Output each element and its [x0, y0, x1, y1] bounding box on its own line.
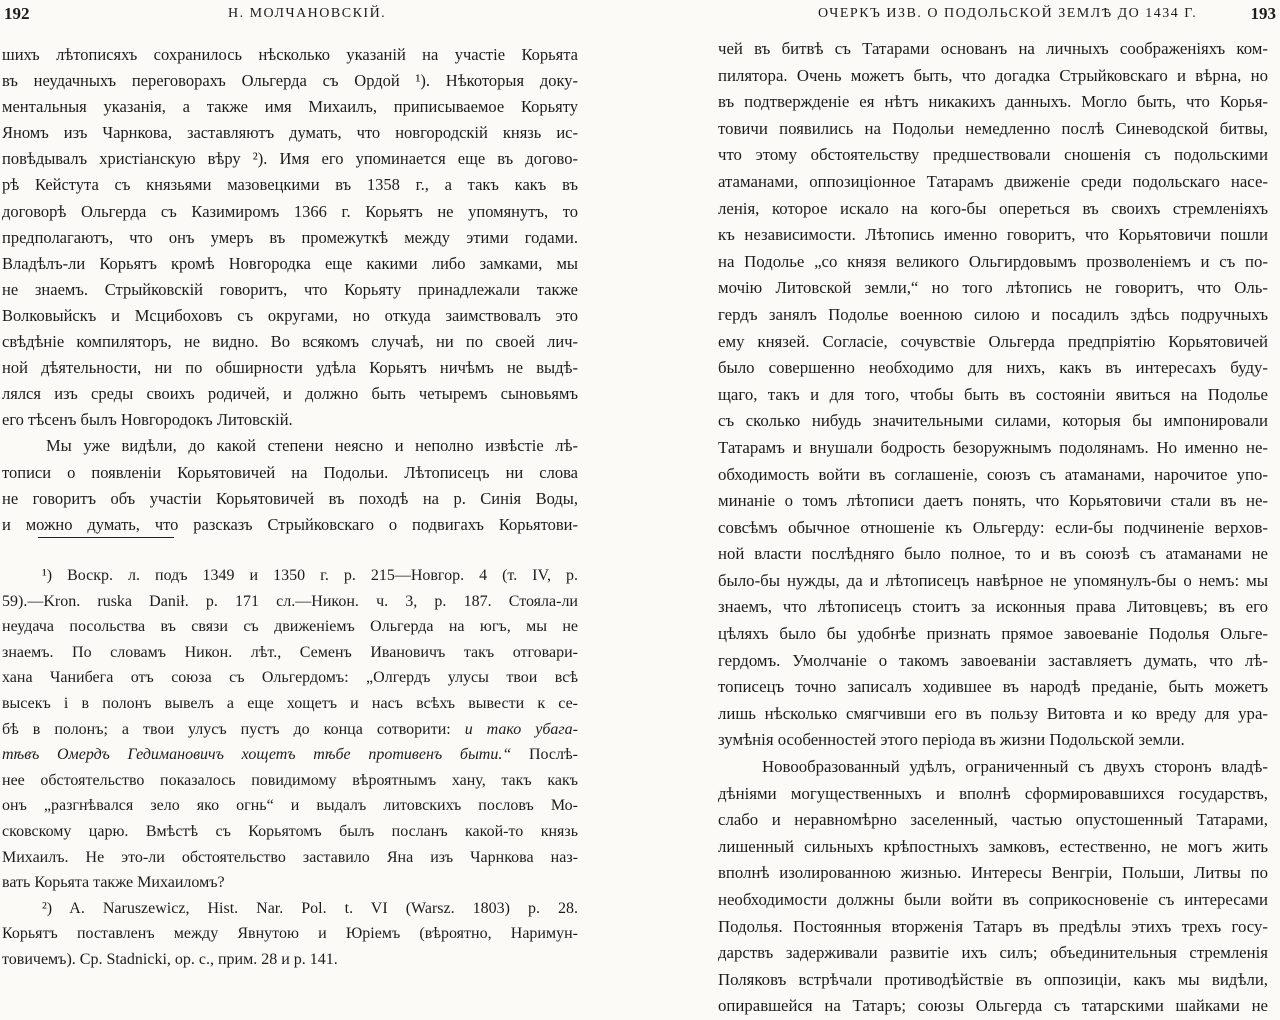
text-line: лишенный сильныхъ крѣпостныхъ замковъ, естественно, не могъ жить: [718, 836, 1268, 856]
text-line: не знаемъ. Стрыйковскій говоритъ, что Корьяту принадлежали также: [2, 279, 578, 299]
text-line: лялся изъ среды своихъ родичей, и должно быть четыремъ сыновьямъ: [2, 384, 578, 404]
text-line: опиравшейся на Татаръ; союзы Ольгерда съ татарскими шайками не: [718, 996, 1268, 1016]
footnote-line: неудача посольства въ связи съ движеніемъ Ольгерда на югъ, мы не: [2, 618, 578, 636]
text-line: было совершенно необходимо для нихъ, какъ въ интересахъ буду-: [718, 358, 1268, 378]
text-line: къ независимости. Лѣтопись именно говоритъ, что Корьятовичи пошли: [718, 225, 1268, 245]
footnote-line: вать Корьята также Михаиломъ?: [2, 874, 225, 892]
footnote-line: [2, 717, 578, 743]
text-line: лишь нѣсколько смягчивши его въ пользу Витовта и ко вреду для ура-: [718, 703, 1268, 723]
footnote-line: высекъ і в полонъ вывелъ а еще хощетъ и насъ всѣхъ вывести к се-: [2, 694, 578, 712]
footnotes: [2, 563, 578, 973]
footnote-line: хана Чанибега отъ союза съ Ольгердомъ: „Олгердъ улусы твои всѣ: [2, 669, 578, 687]
text-line: шихъ лѣтописяхъ сохранилось нѣсколько указаній на участіе Корьята: [2, 45, 578, 64]
text-line: слабо и неравномѣрно заселенный, частью опустошенный Татарами,: [718, 810, 1268, 830]
footnote-line: Михаилъ. Не это-ли обстоятельство заставило Яна изъ Чарнкова наз-: [2, 848, 578, 866]
text-line: зумѣнія особенностей этого періода въ жизни Подольской земли.: [718, 730, 1185, 750]
footnote-line: сковскому царю. Вмѣстѣ съ Корьятомъ былъ посланъ какой-то князь: [2, 822, 578, 840]
text-line: гердъ занялъ Подолье военною силою и посадилъ здѣсь подручныхъ: [718, 304, 1268, 324]
text-line: ной власти послѣдняго было полное, то и въ союзѣ съ атаманами не: [718, 544, 1268, 564]
footnote-line: товичемъ). Cp. Stadnicki, op. c., прим. 28 и р. 141.: [2, 950, 338, 968]
text-line: мочію Литовской земли,“ но того лѣтопись не говоритъ, что Оль-: [718, 278, 1268, 298]
text-line: пилятора. Очень можетъ быть, что догадка Стрыйковскаго и вѣрна, но: [718, 65, 1268, 85]
paragraph-start: Новообразованный удѣлъ, ограниченный съ двухъ сторонъ владѣ-: [762, 757, 1268, 777]
text-line: было-бы нужды, да и лѣтописецъ навѣрное не упомянулъ-бы о немъ: мы: [718, 570, 1268, 590]
right-body-text: [718, 36, 1268, 1020]
text-line: Владѣлъ-ли Корьятъ кромѣ Новгородка еще какими либо замками, мы: [2, 253, 578, 273]
text-line: щаго, такъ и для того, чтобы быть въ состояніи явиться на Подолье: [718, 384, 1268, 404]
text-line: предполагаютъ, что онъ умеръ въ промежуткѣ между этими годами.: [2, 227, 578, 247]
text-line: въ неудачныхъ переговорахъ Ольгерда съ Ордой ¹). Нѣкоторыя доку-: [2, 71, 578, 91]
text-line: ленія, которое искало на кого-бы опереться въ своихъ стремленіяхъ: [718, 198, 1268, 218]
text-line: Подолья. Постоянныя вторженія Татаръ въ предѣлы этихъ трехъ госу-: [718, 916, 1268, 936]
text-line: дѣніями могущественныхъ и вполнѣ сформировавшихся государствъ,: [718, 783, 1268, 803]
text-line: Волковыйскъ и Мсцибоховъ съ округами, но откуда заимствовалъ это: [2, 305, 578, 325]
text-line: атаманами, оппозиціонное Татарамъ движеніе среди подольскаго насе-: [718, 171, 1268, 191]
paragraph-start: Мы уже видѣли, до какой степени неясно и неполно извѣстіе лѣ-: [46, 436, 578, 456]
text-line: Татарамъ и внушали бодрость безоружнымъ подолянамъ. Но именно не-: [718, 437, 1268, 457]
text-line: рѣ Кейстута съ князьями мазовецкими въ 1358 г., а такъ какъ въ: [2, 175, 578, 195]
text-line: чей въ битвѣ съ Татарами основанъ на личныхъ соображеніяхъ ком-: [718, 39, 1268, 58]
footnote-line: онъ „разгнѣвался зело яко огнь“ и выдалъ литовскихъ пословъ Мо-: [2, 797, 578, 815]
text-line: совсѣмъ обычное отношеніе къ Ольгерду: если-бы подчиненіе верхов-: [718, 517, 1268, 537]
text-line: обходимость войти въ соглашеніе, союзъ съ атаманами, нарочитое упо-: [718, 464, 1268, 484]
text-line: необходимости должны были войти въ соприкосновеніе съ интересами: [718, 890, 1268, 909]
right-page-header: [640, 4, 1280, 26]
footnote-italic-quote: и тако убага-: [464, 720, 579, 738]
text-line: товичи появились на Подольи немедленно послѣ Синеводской битвы,: [718, 118, 1268, 138]
text-line: тописецъ точно записалъ ходившее въ народѣ преданіе, быть можетъ: [718, 677, 1268, 697]
text-line: Яномъ изъ Чарнкова, заставляютъ думать, что новгородскій князь ис-: [2, 123, 578, 143]
footnote-line: знаемъ. По словамъ Никон. лѣт., Семенъ Ивановичъ такъ отговари-: [2, 643, 578, 661]
right-page-number: 193: [1250, 4, 1276, 23]
text-line: договорѣ Ольгерда съ Казимиромъ 1366 г. Корьятъ не упомянутъ, то: [2, 201, 578, 221]
text-line: цѣляхъ было бы удобнѣе признать прямое завоеваніе Подолья Ольге-: [718, 624, 1268, 644]
text-line: повѣдывалъ христіанскую вѣру ²). Имя его упоминается еще въ догово-: [2, 149, 578, 169]
footnote-2-start: ²) A. Naruszewicz, Hist. Nar. Pol. t. VI (Warsz. 1803) p. 28.: [42, 899, 578, 917]
text-line: знаемъ, что лѣтописецъ стоитъ за исконныя права Литовцевъ; въ его: [718, 597, 1268, 617]
text-line: съ сколько нибудь значительными силами, которыя бы импонировали: [718, 411, 1268, 431]
left-running-head: Н. МОЛЧАНОВСКІЙ.: [228, 6, 387, 21]
left-page-number: 192: [4, 4, 30, 23]
right-running-head: ОЧЕРКЪ ИЗВ. О ПОДОЛЬСКОЙ ЗЕМЛѢ ДО 1434 Г.: [818, 6, 1198, 21]
footnote-divider: [38, 537, 174, 538]
text-line: тописи о появленіи Корьятовичей на Подольи. Лѣтописецъ ни слова: [2, 462, 578, 482]
text-line: что этому обстоятельству предшествовали сношенія съ подольскими: [718, 145, 1268, 165]
text-line: въ подтвержденіе ея нѣтъ никакихъ данныхъ. Могло быть, что Корья-: [718, 92, 1268, 112]
text-line: дарствъ задерживали развитіе ихъ силъ; объединительныя стремленія: [718, 943, 1268, 963]
footnote-line: 59).—Kron. ruska Danił. p. 171 сл.—Никон. ч. 3, р. 187. Стояла-ли: [2, 592, 578, 610]
left-page: [0, 0, 600, 968]
text-line: его тѣсенъ былъ Новгородокъ Литовскій.: [2, 410, 293, 430]
footnote-text: бѣ в полонъ; а твои улусъ пустъ до конца сотворити:: [2, 720, 465, 738]
footnote-1-start: ¹) Воскр. л. подъ 1349 и 1350 г. р. 215—Новгор. 4 (т. IV, р.: [42, 567, 578, 584]
footnote-italic-quote: тѣвъ Омердъ Гедимановичъ хощетъ тѣбе противенъ быти.“: [2, 746, 512, 764]
text-line: и можно думать, что разсказъ Стрыйковскаго о подвигахъ Корьятови-: [2, 514, 578, 534]
text-line: ментальныя указанія, а также имя Михаилъ, приписываемое Корьяту: [2, 97, 578, 117]
footnote-line: Корьятъ поставленъ между Явнутою и Юріемъ (вѣроятно, Наримун-: [2, 925, 578, 943]
left-page-header: [0, 4, 600, 26]
left-body-text: [2, 42, 578, 538]
text-line: на Подолье „со князя великого Ольгирдовымъ прозволеніемъ и съ по-: [718, 251, 1268, 271]
text-line: гердомъ. Умолчаніе о такомъ завоеваніи заставляетъ думать, что лѣ-: [718, 650, 1268, 670]
footnote-line: нее обстоятельство показалось повидимому вѣроятнымъ хану, такъ какъ: [2, 771, 578, 789]
text-line: вполнѣ изолированною жизнью. Интересы Венгріи, Польши, Литвы по: [718, 863, 1268, 883]
text-line: ной дѣятельности, ни по обширности удѣла Корьятъ ничѣмъ не выдѣ-: [2, 358, 578, 378]
text-line: ему князей. Согласіе, сочувствіе Ольгерда предпріятію Корьятовичей: [718, 331, 1268, 351]
text-line: Поляковъ встрѣчали противодѣйствіе въ оппозиціи, какъ мы видѣли,: [718, 969, 1268, 989]
text-line: не говоритъ объ участіи Корьятовичей въ походѣ на р. Синія Воды,: [2, 488, 578, 508]
text-line: свѣдѣніе компиляторъ, не видно. Во всякомъ случаѣ, ни по своей лич-: [2, 332, 578, 352]
right-page: [640, 0, 1280, 1016]
footnote-line: [2, 742, 578, 768]
footnote-text: Послѣ-: [511, 746, 579, 764]
text-line: минаніе о томъ лѣтописи даетъ понять, что Корьятовичи стали въ не-: [718, 491, 1268, 511]
